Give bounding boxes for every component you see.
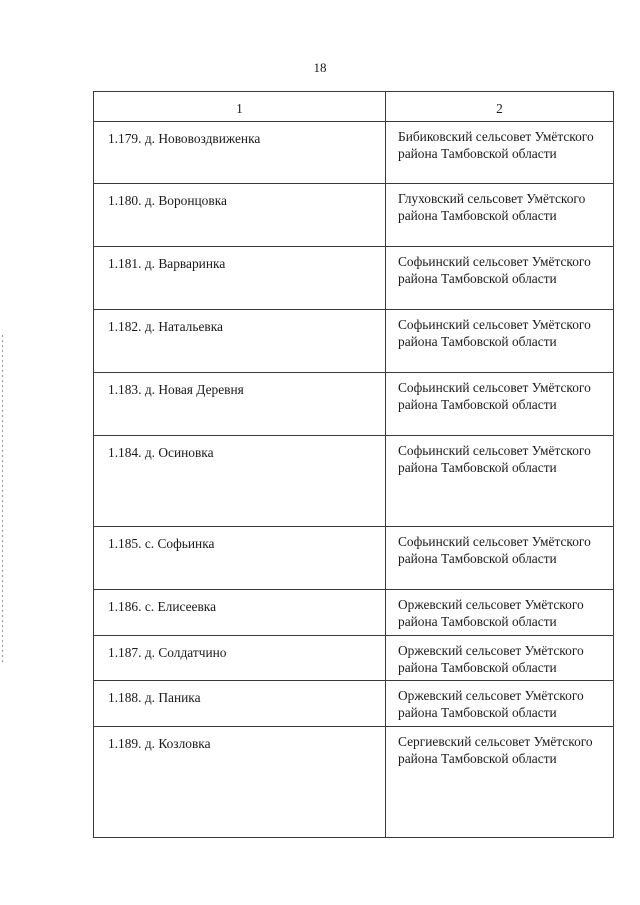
table-row (94, 590, 614, 636)
table-row (94, 436, 614, 527)
settlement-name: 1.183. д. Новая Деревня (94, 373, 386, 436)
settlement-name: 1.185. с. Софьинка (94, 527, 386, 590)
council-name: Софьинский сельсовет Умётского района Тамбовской области (386, 247, 614, 310)
table-row (94, 727, 614, 838)
column-header-1: 1 (94, 92, 386, 122)
settlement-name: 1.180. д. Воронцовка (94, 184, 386, 247)
settlement-name: 1.188. д. Паника (94, 681, 386, 727)
council-name: Глуховский сельсовет Умётского района Тамбовской области (386, 184, 614, 247)
council-name: Сергиевский сельсовет Умётского района Тамбовской области (386, 727, 614, 838)
settlement-name: 1.189. д. Козловка (94, 727, 386, 838)
settlement-table (93, 91, 614, 838)
council-name: Софьинский сельсовет Умётского района Тамбовской области (386, 373, 614, 436)
settlement-name: 1.184. д. Осиновка (94, 436, 386, 527)
council-name: Оржевский сельсовет Умётского района Тамбовской области (386, 681, 614, 727)
table-row (94, 527, 614, 590)
settlement-name: 1.181. д. Варваринка (94, 247, 386, 310)
table-row (94, 681, 614, 727)
table-row (94, 636, 614, 681)
table-row (94, 184, 614, 247)
council-name: Софьинский сельсовет Умётского района Тамбовской области (386, 436, 614, 527)
table-row (94, 310, 614, 373)
council-name: Оржевский сельсовет Умётского района Тамбовской области (386, 636, 614, 681)
table-row (94, 122, 614, 184)
settlement-name: 1.179. д. Нововоздвиженка (94, 122, 386, 184)
settlement-name: 1.182. д. Натальевка (94, 310, 386, 373)
settlement-name: 1.187. д. Солдатчино (94, 636, 386, 681)
council-name: Бибиковский сельсовет Умётского района Тамбовской области (386, 122, 614, 184)
table-row (94, 247, 614, 310)
council-name: Оржевский сельсовет Умётского района Тамбовской области (386, 590, 614, 636)
council-name: Софьинский сельсовет Умётского района Тамбовской области (386, 310, 614, 373)
scan-edge-mark (2, 335, 3, 665)
column-header-2: 2 (386, 92, 614, 122)
settlement-name: 1.186. с. Елисеевка (94, 590, 386, 636)
table-row (94, 373, 614, 436)
header-row (94, 92, 614, 122)
page-number: 18 (313, 60, 327, 75)
council-name: Софьинский сельсовет Умётского района Тамбовской области (386, 527, 614, 590)
